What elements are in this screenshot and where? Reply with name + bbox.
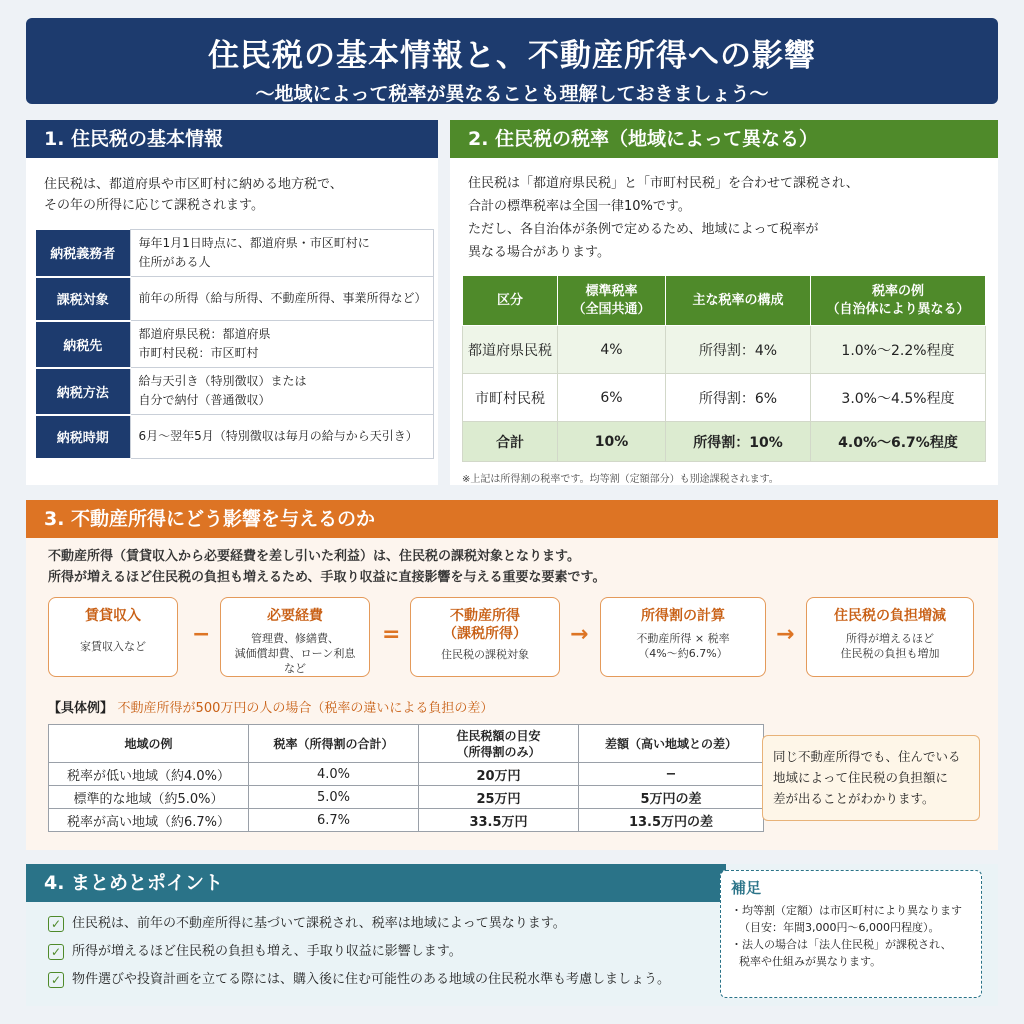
row-value: 都道府県民税：都道府県 市町村民税：市区町村 xyxy=(130,321,434,368)
table-row xyxy=(36,230,434,277)
table-total-row: 合計 10% 所得割：10% 4.0%〜6.7%程度 xyxy=(463,422,986,462)
row-label: 納税義務者 xyxy=(36,230,130,277)
column-header: 税率の例 （自治体により異なる） xyxy=(811,276,986,326)
basic-info-table xyxy=(36,229,434,460)
summary-point: ✓ 住民税は、前年の不動産所得に基づいて課税され、税率は地域によって異なります。 xyxy=(48,912,566,932)
summary-point: ✓ 物件選びや投資計画を立てる際には、購入後に住む可能性のある地域の住民税水準も考慮しましょう。 xyxy=(48,968,670,988)
section2-intro: 住民税は「都道府県民税」と「市町村民税」を合わせて課税され、 合計の標準税率は全国一律10%です。 ただし、各自治体が条例で定めるため、地域によって税率が 異なる場合があります。 xyxy=(468,176,859,260)
column-header: 住民税額の目安 （所得割のみ） xyxy=(419,725,579,763)
table-row xyxy=(36,415,434,459)
intro-line: その年の所得に応じて課税されます。 xyxy=(44,198,264,213)
column-header: 区分 xyxy=(463,276,558,326)
column-header: 標準税率 （全国共通） xyxy=(558,276,666,326)
row-label: 納税先 xyxy=(36,321,130,368)
section-summary xyxy=(26,864,998,1006)
intro-line: 住民税は、都道府県や市区町村に納める地方税で、 xyxy=(44,177,343,192)
supplement-title: 補足 xyxy=(731,879,762,897)
arrow-icon: → xyxy=(570,622,589,647)
column-header: 税率（所得割の合計） xyxy=(249,725,419,763)
section-basic-info xyxy=(26,120,438,485)
column-header: 主な税率の構成 xyxy=(666,276,811,326)
table-header-row xyxy=(49,725,764,763)
column-header: 地域の例 xyxy=(49,725,249,763)
section1-heading: 1. 住民税の基本情報 xyxy=(26,120,438,158)
supplement-text: ・均等割（定額）は市区町村により異なります （目安：年間3,000円〜6,000円程度）。 ・法人の場合は「法人住民税」が課税され、 税率や仕組みが異なります。 xyxy=(731,904,962,968)
section2-heading: 2. 住民税の税率（地域によって異なる） xyxy=(450,120,998,158)
table-row xyxy=(36,368,434,415)
flow-rental-income: 賃貸収入 家賃収入など xyxy=(48,597,178,677)
row-value: 給与天引き（特別徴収）または 自分で納付（普通徴収） xyxy=(130,368,434,415)
row-label: 納税時期 xyxy=(36,415,130,459)
table-row: 標準的な地域（約5.0%） 5.0% 25万円 5万円の差 xyxy=(49,786,764,809)
section3-intro: 不動産所得（賃貸収入から必要経費を差し引いた利益）は、住民税の課税対象となります。 所得が増えるほど住民税の負担も増えるため、手取り収益に直接影響を与える重要な要素です。 xyxy=(48,549,606,585)
table-row: 都道府県民税 4% 所得割：4% 1.0%〜2.2%程度 xyxy=(463,326,986,374)
table-row: 税率が低い地域（約4.0%） 4.0% 20万円 − xyxy=(49,763,764,786)
row-value: 6月〜翌年5月（特別徴収は毎月の給与から天引き） xyxy=(130,415,434,459)
example-title: 【具体例】 不動産所得が500万円の人の場合（税率の違いによる負担の差） xyxy=(48,701,494,716)
section-tax-rate xyxy=(450,120,998,485)
flow-expenses: 必要経費 管理費、修繕費、 減価償却費、ローン利息 など xyxy=(220,597,370,677)
arrow-icon: → xyxy=(776,622,795,647)
page-subtitle: 〜地域によって税率が異なることも理解しておきましょう〜 xyxy=(255,83,769,105)
example-table xyxy=(48,724,764,832)
column-header: 差額（高い地域との差） xyxy=(579,725,764,763)
page-title: 住民税の基本情報と、不動産所得への影響 xyxy=(208,38,816,74)
section1-intro xyxy=(44,174,438,216)
flow-real-estate-income: 不動産所得 （課税所得） 住民税の課税対象 xyxy=(410,597,560,677)
checkbox-icon: ✓ xyxy=(48,972,64,988)
minus-operator: − xyxy=(192,622,211,647)
rate-note: ※上記は所得割の税率です。均等割（定額部分）も別途課税されます。 xyxy=(462,474,779,485)
table-row xyxy=(36,321,434,368)
table-row: 市町村民税 6% 所得割：6% 3.0%〜4.5%程度 xyxy=(463,374,986,422)
checkbox-icon: ✓ xyxy=(48,916,64,932)
equals-operator: = xyxy=(382,622,401,647)
flow-calculation: 所得割の計算 不動産所得 × 税率 （4%〜約6.7%） xyxy=(600,597,766,677)
section4-heading: 4. まとめとポイント xyxy=(26,864,726,902)
flow-tax-burden: 住民税の負担増減 所得が増えるほど 住民税の負担も増加 xyxy=(806,597,974,677)
row-value: 前年の所得（給与所得、不動産所得、事業所得など） xyxy=(130,277,434,321)
tax-rate-table xyxy=(462,275,986,462)
row-value: 毎年1月1日時点に、都道府県・市区町村に 住所がある人 xyxy=(130,230,434,277)
table-row: 税率が高い地域（約6.7%） 6.7% 33.5万円 13.5万円の差 xyxy=(49,809,764,832)
table-header-row xyxy=(463,276,986,326)
checkbox-icon: ✓ xyxy=(48,944,64,960)
supplement-box xyxy=(720,870,982,998)
row-label: 納税方法 xyxy=(36,368,130,415)
table-row xyxy=(36,277,434,321)
page-header xyxy=(26,18,998,104)
example-callout: 同じ不動産所得でも、住んでいる 地域によって住民税の負担額に 差が出ることがわかります。 xyxy=(762,735,980,821)
section3-heading: 3. 不動産所得にどう影響を与えるのか xyxy=(26,500,998,538)
section-impact xyxy=(26,500,998,850)
row-label: 課税対象 xyxy=(36,277,130,321)
summary-point: ✓ 所得が増えるほど住民税の負担も増え、手取り収益に影響します。 xyxy=(48,940,462,960)
